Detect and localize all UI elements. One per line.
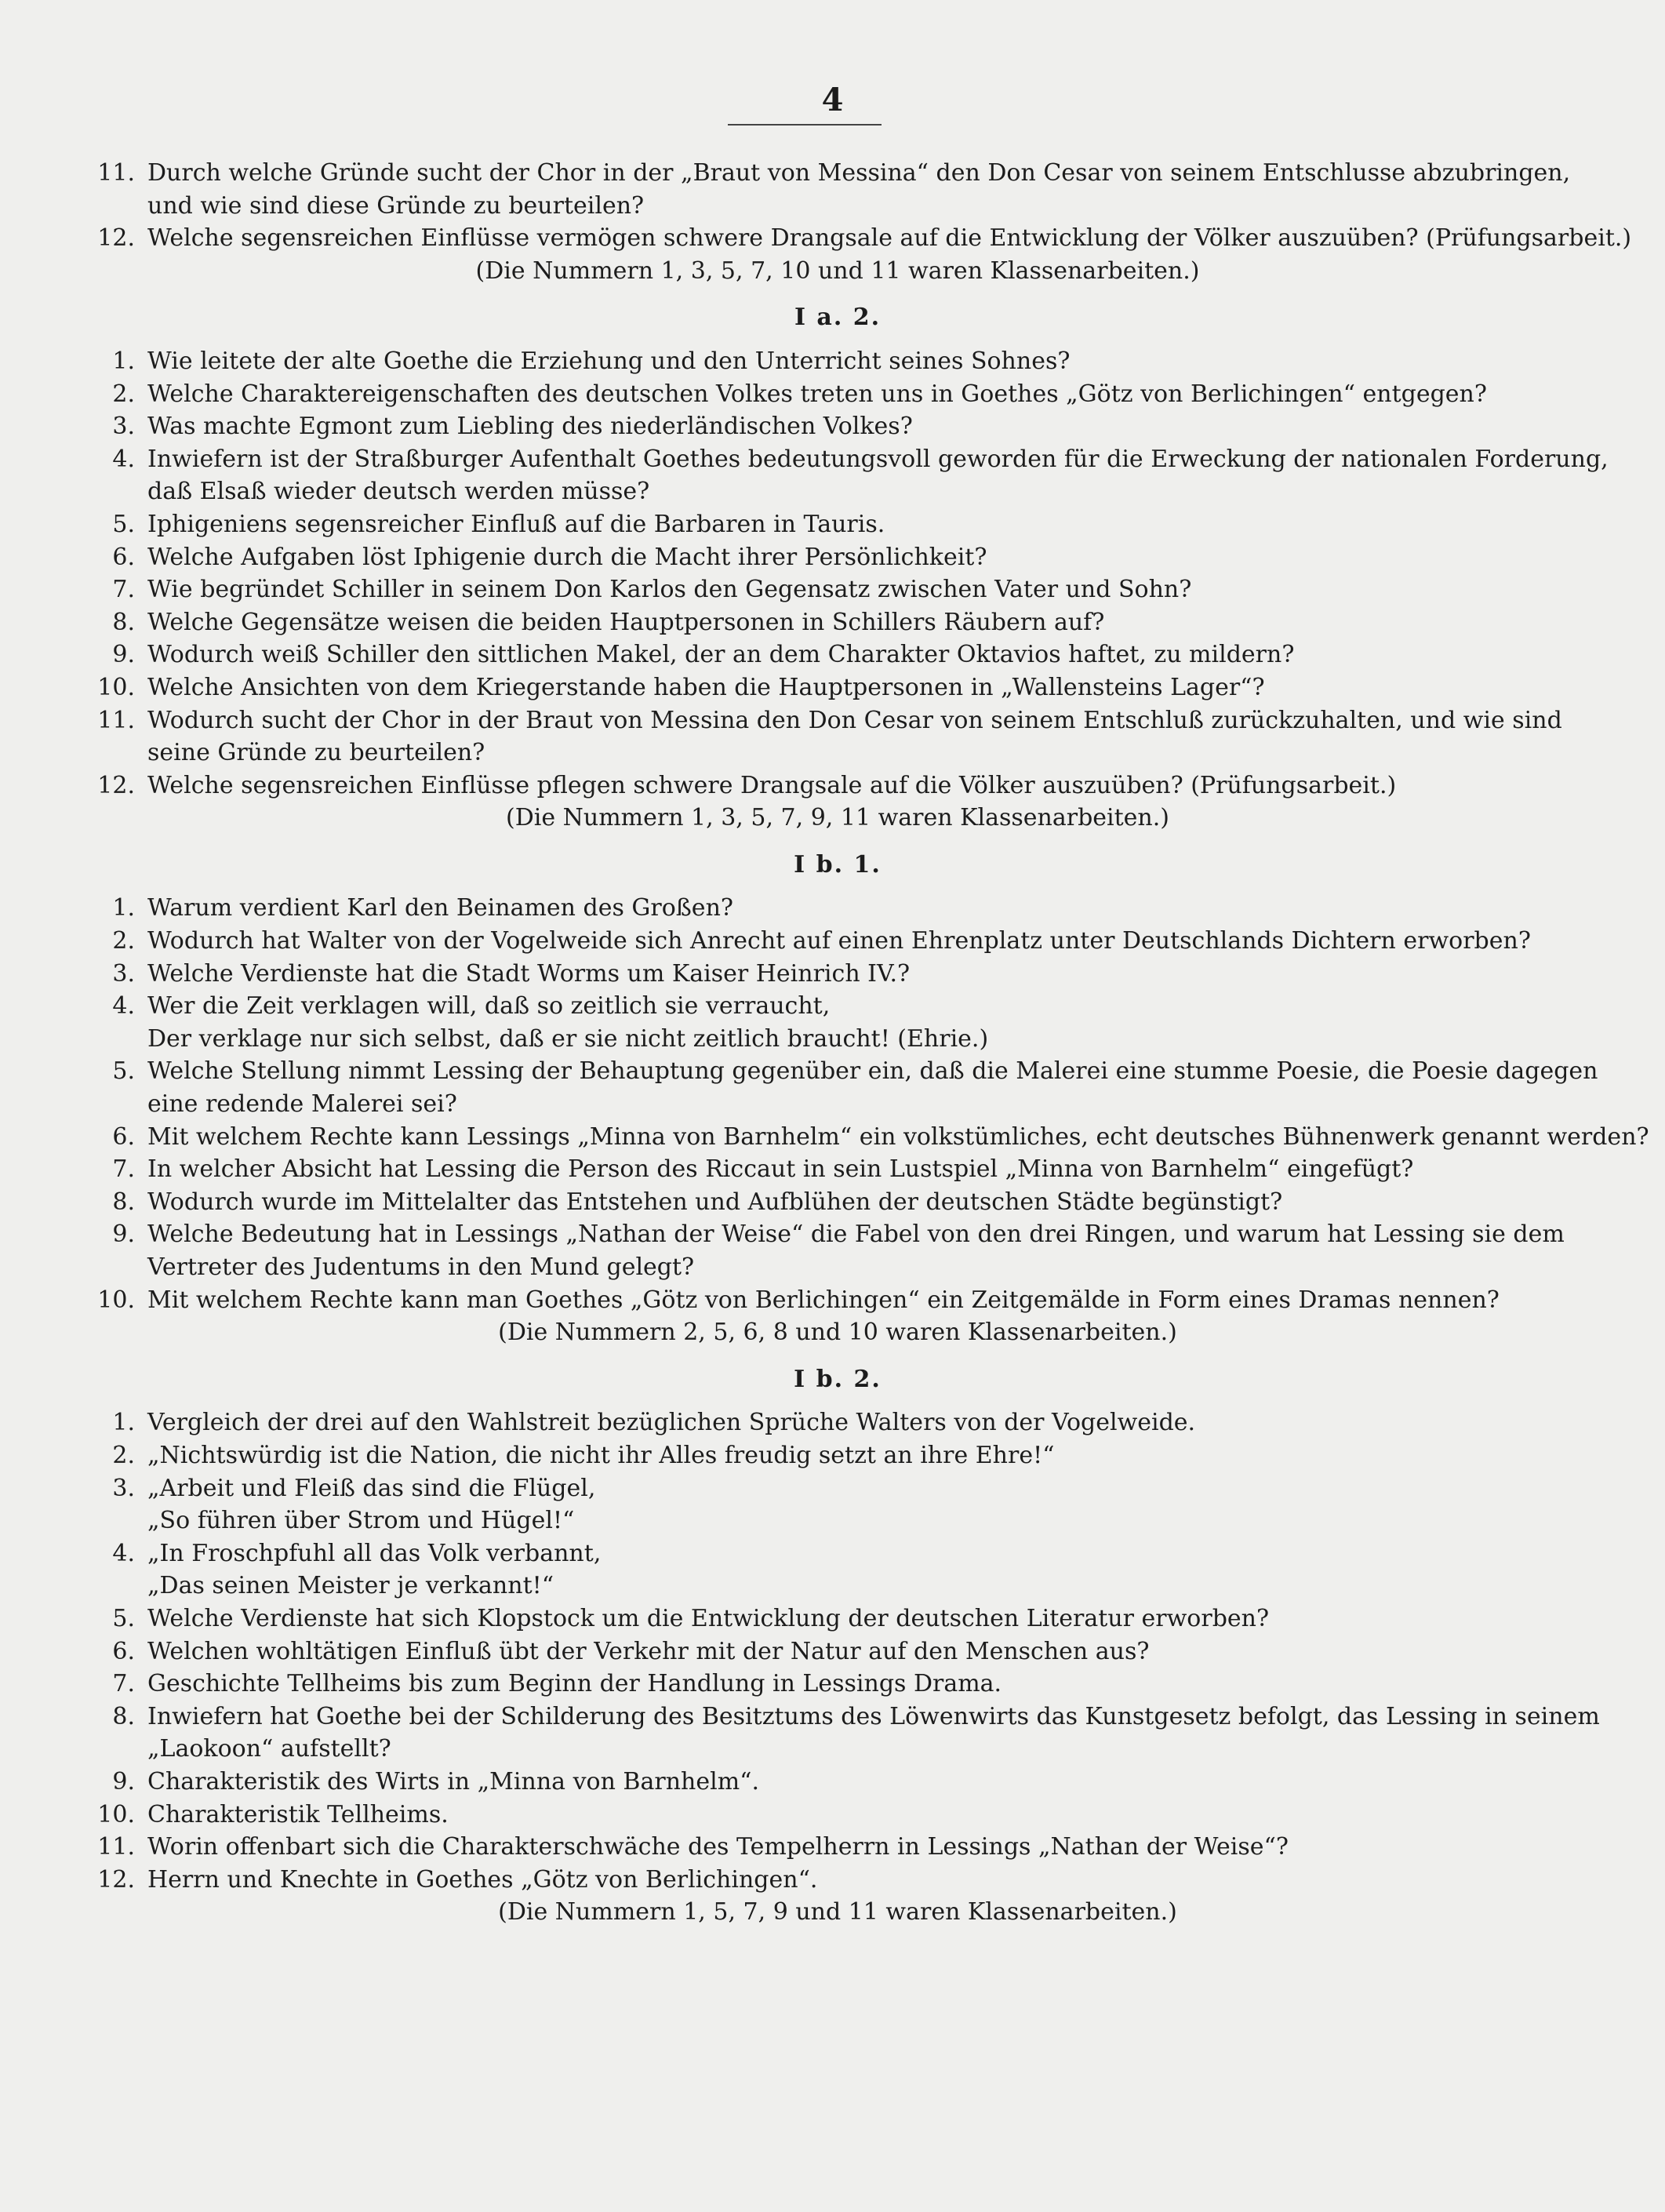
list-item <box>93 606 1583 639</box>
item-number: 9. <box>112 1221 135 1249</box>
item-number: 9. <box>112 1767 135 1795</box>
item-text: Wie leitete der alte Goethe die Erziehung und den Unterricht seines Sohnes? <box>147 347 1071 375</box>
item-text: Welche Stellung nimmt Lessing der Behauptung gegenüber ein, daß die Malerei eine stumme Poesie, die Poesie dagegen <box>147 1057 1598 1086</box>
section-spacer <box>93 881 1583 892</box>
section-heading: I a. 2. <box>794 304 882 332</box>
list-item <box>93 958 1583 991</box>
item-text: Wodurch weiß Schiller den sittlichen Makel, der an dem Charakter Oktavios haftet, zu mildern? <box>147 641 1295 669</box>
item-text: Inwiefern hat Goethe bei der Schilderung des Besitztums des Löwenwirts das Kunstgesetz befolgt, das Lessing in seinem <box>147 1702 1600 1730</box>
item-text-continuation: und wie sind diese Gründe zu beurteilen? <box>147 191 645 220</box>
item-text-continuation: „So führen über Strom und Hügel!“ <box>147 1507 575 1535</box>
item-text-continuation: daß Elsaß wieder deutsch werden müsse? <box>147 478 650 506</box>
list-item <box>93 410 1583 443</box>
item-number: 3. <box>112 413 135 441</box>
item-text: Welche Charaktereigenschaften des deutschen Volkes treten uns in Goethes „Götz von Berlichingen“ entgegen? <box>147 380 1487 408</box>
item-number: 1. <box>112 347 135 375</box>
list-item <box>93 1668 1583 1701</box>
list-item <box>93 1701 1600 1734</box>
item-text-continuation: „Das seinen Meister je verkannt!“ <box>147 1572 554 1600</box>
list-item <box>93 1603 1583 1635</box>
item-text: Worin offenbart sich die Charakterschwäche des Tempelherrn in Lessings „Nathan der Weise“? <box>147 1833 1289 1861</box>
item-text: Welche Verdienste hat die Stadt Worms um Kaiser Heinrich IV.? <box>147 959 911 988</box>
item-number: 10. <box>97 673 135 701</box>
item-number: 2. <box>112 380 135 408</box>
item-number: 5. <box>112 1057 135 1086</box>
list-item <box>93 671 1583 704</box>
list-item <box>93 892 1583 925</box>
item-text-continuation: Vertreter des Judentums in den Mund gelegt? <box>147 1253 695 1281</box>
item-number: 12. <box>97 224 135 253</box>
list-item <box>93 1537 1583 1570</box>
item-text: Charakteristik Tellheims. <box>147 1800 449 1828</box>
item-number: 4. <box>112 992 135 1021</box>
item-number: 3. <box>112 959 135 988</box>
item-number: 2. <box>112 927 135 955</box>
item-number: 1. <box>112 894 135 922</box>
list-item <box>93 1864 1583 1897</box>
item-number: 10. <box>97 1800 135 1828</box>
list-item <box>93 157 1583 190</box>
item-text-continuation: eine redende Malerei sei? <box>147 1090 457 1119</box>
list-item <box>93 925 1583 958</box>
item-number: 5. <box>112 510 135 538</box>
item-number: 5. <box>112 1604 135 1632</box>
item-text: Wodurch hat Walter von der Vogelweide sich Anrecht auf einen Ehrenplatz unter Deutschlands Dichtern erworben? <box>147 927 1531 955</box>
item-number: 7. <box>112 1155 135 1184</box>
item-text: Welche Bedeutung hat in Lessings „Nathan der Weise“ die Fabel von den drei Ringen, und warum hat Lessing sie dem <box>147 1221 1565 1249</box>
item-number: 7. <box>112 576 135 604</box>
item-number: 3. <box>112 1474 135 1502</box>
item-text: Welche segensreichen Einflüsse pflegen schwere Drangsale auf die Völker auszuüben? (Prüfungsarbeit.) <box>147 771 1397 799</box>
item-number: 4. <box>112 445 135 473</box>
list-item <box>93 222 1632 255</box>
list-item <box>93 1153 1583 1186</box>
section-heading: I b. 2. <box>794 1365 882 1393</box>
list-item <box>93 573 1583 606</box>
item-number: 6. <box>112 543 135 571</box>
item-number: 1. <box>112 1409 135 1437</box>
item-text: Durch welche Gründe sucht der Chor in der „Braut von Messina“ den Don Cesar von seinem Entschlusse abzubringen, <box>147 159 1571 187</box>
item-text-continuation: seine Gründe zu beurteilen? <box>147 739 485 767</box>
list-item <box>93 378 1583 411</box>
item-text: In welcher Absicht hat Lessing die Person des Riccaut in sein Lustspiel „Minna von Barnhelm“ eingefügt? <box>147 1155 1414 1184</box>
item-number: 8. <box>112 1702 135 1730</box>
item-text: Was machte Egmont zum Liebling des niederländischen Volkes? <box>147 413 913 441</box>
list-item <box>93 1439 1583 1472</box>
item-text: Charakteristik des Wirts in „Minna von Barnhelm“. <box>147 1767 760 1795</box>
list-item <box>93 1799 1583 1832</box>
section-note: (Die Nummern 2, 5, 6, 8 und 10 waren Klassenarbeiten.) <box>498 1319 1177 1347</box>
list-item <box>93 704 1583 737</box>
list-item <box>93 990 1583 1023</box>
item-text: Mit welchem Rechte kann Lessings „Minna von Barnhelm“ ein volkstümliches, echt deutsches Bühnenwerk genannt werden? <box>147 1122 1649 1151</box>
list-item <box>93 1766 1583 1799</box>
list-item <box>93 1635 1583 1668</box>
item-text: „Arbeit und Fleiß das sind die Flügel, <box>147 1474 596 1502</box>
section-note: (Die Nummern 1, 3, 5, 7, 9, 11 waren Klassenarbeiten.) <box>506 804 1169 832</box>
item-text: Welche Verdienste hat sich Klopstock um die Entwicklung der deutschen Literatur erworben? <box>147 1604 1270 1632</box>
list-item <box>93 1406 1583 1439</box>
item-number: 9. <box>112 641 135 669</box>
item-text: „Nichtswürdig ist die Nation, die nicht ihr Alles freudig setzt an ihre Ehre!“ <box>147 1441 1055 1469</box>
item-number: 8. <box>112 1188 135 1216</box>
section-spacer <box>93 334 1583 345</box>
list-item <box>93 345 1583 378</box>
item-text: Geschichte Tellheims bis zum Beginn der Handlung in Lessings Drama. <box>147 1670 1002 1698</box>
section-spacer <box>93 1349 1583 1363</box>
document-body <box>93 157 1649 1929</box>
section-note: (Die Nummern 1, 3, 5, 7, 10 und 11 waren Klassenarbeiten.) <box>475 256 1200 285</box>
item-number: 7. <box>112 1670 135 1698</box>
item-number: 11. <box>97 706 135 734</box>
item-text: Iphigeniens segensreicher Einfluß auf die Barbaren in Tauris. <box>147 510 885 538</box>
item-number: 11. <box>97 1833 135 1861</box>
item-text: „In Froschpfuhl all das Volk verbannt, <box>147 1539 602 1567</box>
item-number: 6. <box>112 1122 135 1151</box>
list-item <box>93 1055 1598 1088</box>
item-text: Warum verdient Karl den Beinamen des Großen? <box>147 894 733 922</box>
item-text: Wodurch sucht der Chor in der Braut von Messina den Don Cesar von seinem Entschluß zurückzuhalten, und wie sind <box>147 706 1562 734</box>
list-item <box>93 1186 1583 1219</box>
item-number: 6. <box>112 1637 135 1665</box>
list-item <box>93 638 1583 671</box>
item-text: Mit welchem Rechte kann man Goethes „Götz von Berlichingen“ ein Zeitgemälde in Form eines Dramas nennen? <box>147 1286 1500 1314</box>
list-item <box>93 769 1583 802</box>
page-number: 4 <box>821 82 844 118</box>
item-text: Welchen wohltätigen Einfluß übt der Verkehr mit der Natur auf den Menschen aus? <box>147 1637 1150 1665</box>
item-text: Vergleich der drei auf den Wahlstreit bezüglichen Sprüche Walters von der Vogelweide. <box>147 1409 1196 1437</box>
section-spacer <box>93 835 1583 849</box>
item-text: Welche Ansichten von dem Kriegerstande haben die Hauptpersonen in „Wallensteins Lager“? <box>147 673 1265 701</box>
section-heading: I b. 1. <box>794 850 882 879</box>
list-item <box>93 443 1609 476</box>
section-note: (Die Nummern 1, 5, 7, 9 und 11 waren Klassenarbeiten.) <box>498 1898 1177 1926</box>
section-spacer <box>93 1395 1583 1406</box>
item-text-continuation: Der verklage nur sich selbst, daß er sie nicht zeitlich braucht! (Ehrie.) <box>147 1024 989 1053</box>
item-number: 11. <box>97 159 135 187</box>
list-item <box>93 1284 1583 1317</box>
item-text: Welche segensreichen Einflüsse vermögen schwere Drangsale auf die Entwicklung der Völker auszuüben? (Prüfungsarbeit.) <box>147 224 1632 253</box>
item-text: Welche Aufgaben löst Iphigenie durch die Macht ihrer Persönlichkeit? <box>147 543 987 571</box>
item-text: Wer die Zeit verklagen will, daß so zeitlich sie verraucht, <box>147 992 831 1021</box>
list-item <box>93 508 1583 541</box>
list-item <box>93 1218 1583 1251</box>
item-number: 4. <box>112 1539 135 1567</box>
item-number: 2. <box>112 1441 135 1469</box>
item-text: Wie begründet Schiller in seinem Don Karlos den Gegensatz zwischen Vater und Sohn? <box>147 576 1192 604</box>
item-text: Inwiefern ist der Straßburger Aufenthalt Goethes bedeutungsvoll geworden für die Erweckung der nationalen Forderung, <box>147 445 1609 473</box>
list-item <box>93 1121 1649 1154</box>
item-number: 12. <box>97 771 135 799</box>
section-spacer <box>93 287 1583 301</box>
item-text: Welche Gegensätze weisen die beiden Hauptpersonen in Schillers Räubern auf? <box>147 608 1105 636</box>
list-item <box>93 541 1583 574</box>
list-item <box>93 1472 1583 1505</box>
item-number: 12. <box>97 1865 135 1894</box>
header-rule <box>728 124 882 126</box>
list-item <box>93 1831 1583 1864</box>
item-text: Wodurch wurde im Mittelalter das Entstehen und Aufblühen der deutschen Städte begünstigt? <box>147 1188 1283 1216</box>
item-number: 10. <box>97 1286 135 1314</box>
item-text-continuation: „Laokoon“ aufstellt? <box>147 1735 391 1763</box>
item-number: 8. <box>112 608 135 636</box>
item-text: Herrn und Knechte in Goethes „Götz von Berlichingen“. <box>147 1865 818 1894</box>
